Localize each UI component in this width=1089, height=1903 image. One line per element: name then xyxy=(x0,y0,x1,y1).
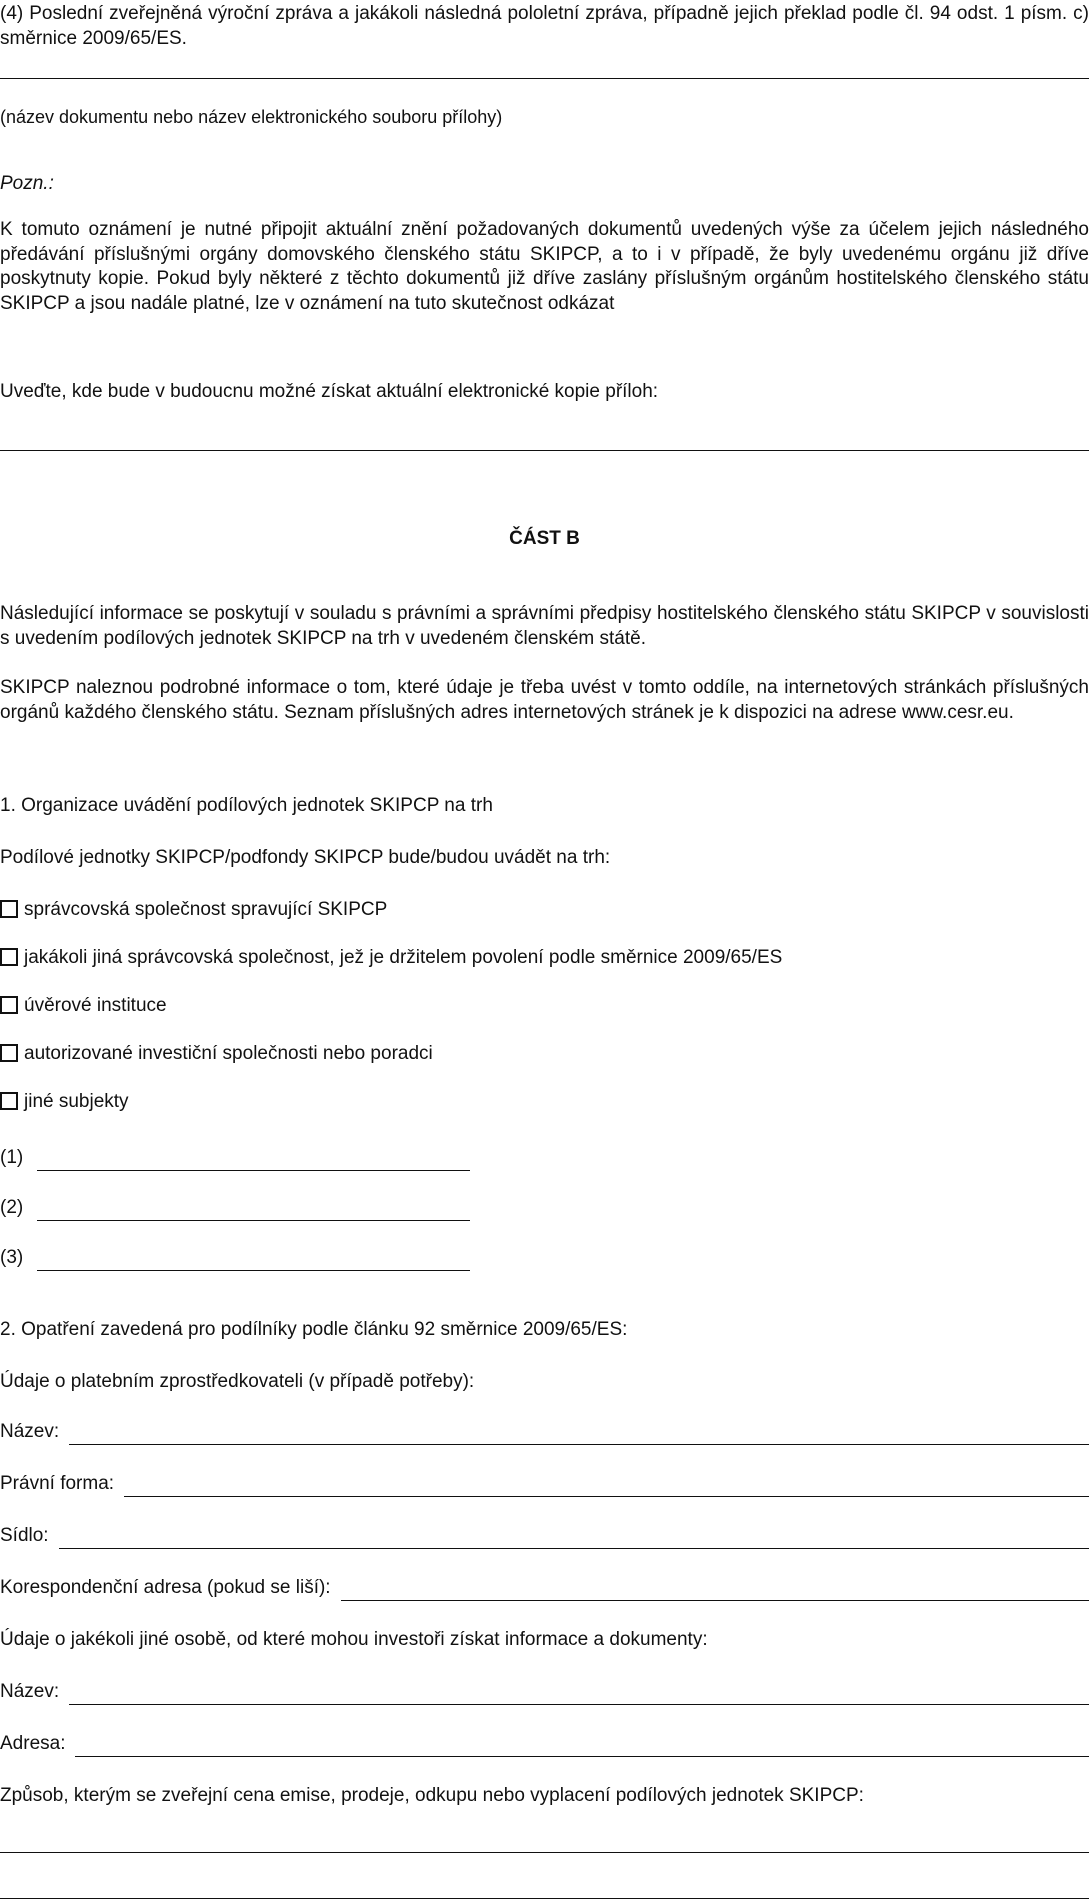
price-method-line-2[interactable] xyxy=(0,1898,1089,1899)
note-label: Pozn.: xyxy=(0,173,54,194)
section-1-heading: 1. Organizace uvádění podílových jednotek SKIPCP na trh xyxy=(0,795,493,816)
input-line[interactable] xyxy=(69,1426,1089,1445)
input-line[interactable] xyxy=(37,1206,470,1221)
doc-name-caption: (název dokumentu nebo název elektronického souboru přílohy) xyxy=(0,107,503,127)
name-field-2[interactable]: Název: xyxy=(0,1680,1089,1705)
option-investment-firms[interactable]: autorizované investiční společnosti nebo poradci xyxy=(0,1042,433,1067)
checkbox[interactable] xyxy=(0,1044,18,1062)
part-b-para-2: SKIPCP naleznou podrobné informace o tom, které údaje je třeba uvést v tomto oddíle, na internetových stránkách příslušných orgánů každého členského státu. Seznam příslušných adres internetových stránek je k dispozici na adrese www.cesr.eu. xyxy=(0,677,1089,723)
input-line[interactable] xyxy=(75,1738,1089,1757)
part-b-para-1: Následující informace se poskytují v souladu s právními a správními předpisy hostitelského členského státu SKIPCP v souvislosti s uvedením podílových jednotek SKIPCP na trh v uvedeném členském státě. xyxy=(0,603,1089,649)
name-field[interactable]: Název: xyxy=(0,1420,1089,1445)
option-other-entities[interactable]: jiné subjekty xyxy=(0,1090,129,1115)
paying-agent-heading: Údaje o platebním zprostředkovateli (v případě potřeby): xyxy=(0,1371,475,1392)
input-line[interactable] xyxy=(69,1686,1089,1705)
section-2-heading: 2. Opatření zavedená pro podílníky podle článku 92 směrnice 2009/65/ES: xyxy=(0,1319,628,1340)
option-credit-institutions[interactable]: úvěrové instituce xyxy=(0,994,167,1019)
checkbox[interactable] xyxy=(0,948,18,966)
input-line[interactable] xyxy=(37,1256,470,1271)
part-b-title: ČÁST B xyxy=(509,528,580,549)
input-line[interactable] xyxy=(341,1582,1089,1601)
option-management-company[interactable]: správcovská společnost spravující SKIPCP xyxy=(0,898,387,923)
correspondence-address-field[interactable]: Korespondenční adresa (pokud se liší): xyxy=(0,1576,1089,1601)
copies-prompt: Uveďte, kde bude v budoucnu možné získat aktuální elektronické kopie příloh: xyxy=(0,381,659,402)
address-field[interactable]: Adresa: xyxy=(0,1732,1089,1757)
checkbox[interactable] xyxy=(0,1092,18,1110)
input-line[interactable] xyxy=(59,1530,1089,1549)
other-person-heading: Údaje o jakékoli jiné osobě, od které mohou investoři získat informace a dokumenty: xyxy=(0,1629,708,1650)
input-line[interactable] xyxy=(124,1478,1089,1497)
checkbox[interactable] xyxy=(0,996,18,1014)
input-line[interactable] xyxy=(37,1156,470,1171)
price-method-line-1[interactable] xyxy=(0,1852,1089,1853)
option-other-management-company[interactable]: jakákoli jiná správcovská společnost, jež je držitelem povolení podle směrnice 2009/65/ES xyxy=(0,946,782,971)
copies-line[interactable] xyxy=(0,450,1089,451)
section-1-intro: Podílové jednotky SKIPCP/podfondy SKIPCP bude/budou uvádět na trh: xyxy=(0,847,611,868)
item-4-text: (4) Poslední zveřejněná výroční zpráva a jakákoli následná pololetní zpráva, případně jejich překlad podle čl. 94 odst. 1 písm. c) směrnice 2009/65/ES. xyxy=(0,3,1089,49)
numbered-field-3[interactable]: (3) xyxy=(0,1246,470,1271)
legal-form-field[interactable]: Právní forma: xyxy=(0,1472,1089,1497)
seat-field[interactable]: Sídlo: xyxy=(0,1524,1089,1549)
checkbox[interactable] xyxy=(0,900,18,918)
price-method-prompt: Způsob, kterým se zveřejní cena emise, prodeje, odkupu nebo vyplacení podílových jednotek SKIPCP: xyxy=(0,1785,864,1806)
numbered-field-2[interactable]: (2) xyxy=(0,1196,470,1221)
note-text: K tomuto oznámení je nutné připojit aktuální znění požadovaných dokumentů uvedených výše za účelem jejich následného předávání příslušnými orgány domovského členského státu SKIPCP, a to i v případě, že byly uvedenému orgánu již dříve poskytnuty kopie. Pokud byly některé z těchto dokumentů již dříve zaslány příslušným orgánům hostitelského členského státu SKIPCP a jsou nadále platné, lze v oznámení na tuto skutečnost odkázat xyxy=(0,219,1089,315)
doc-name-line[interactable] xyxy=(0,78,1089,79)
numbered-field-1[interactable]: (1) xyxy=(0,1146,470,1171)
